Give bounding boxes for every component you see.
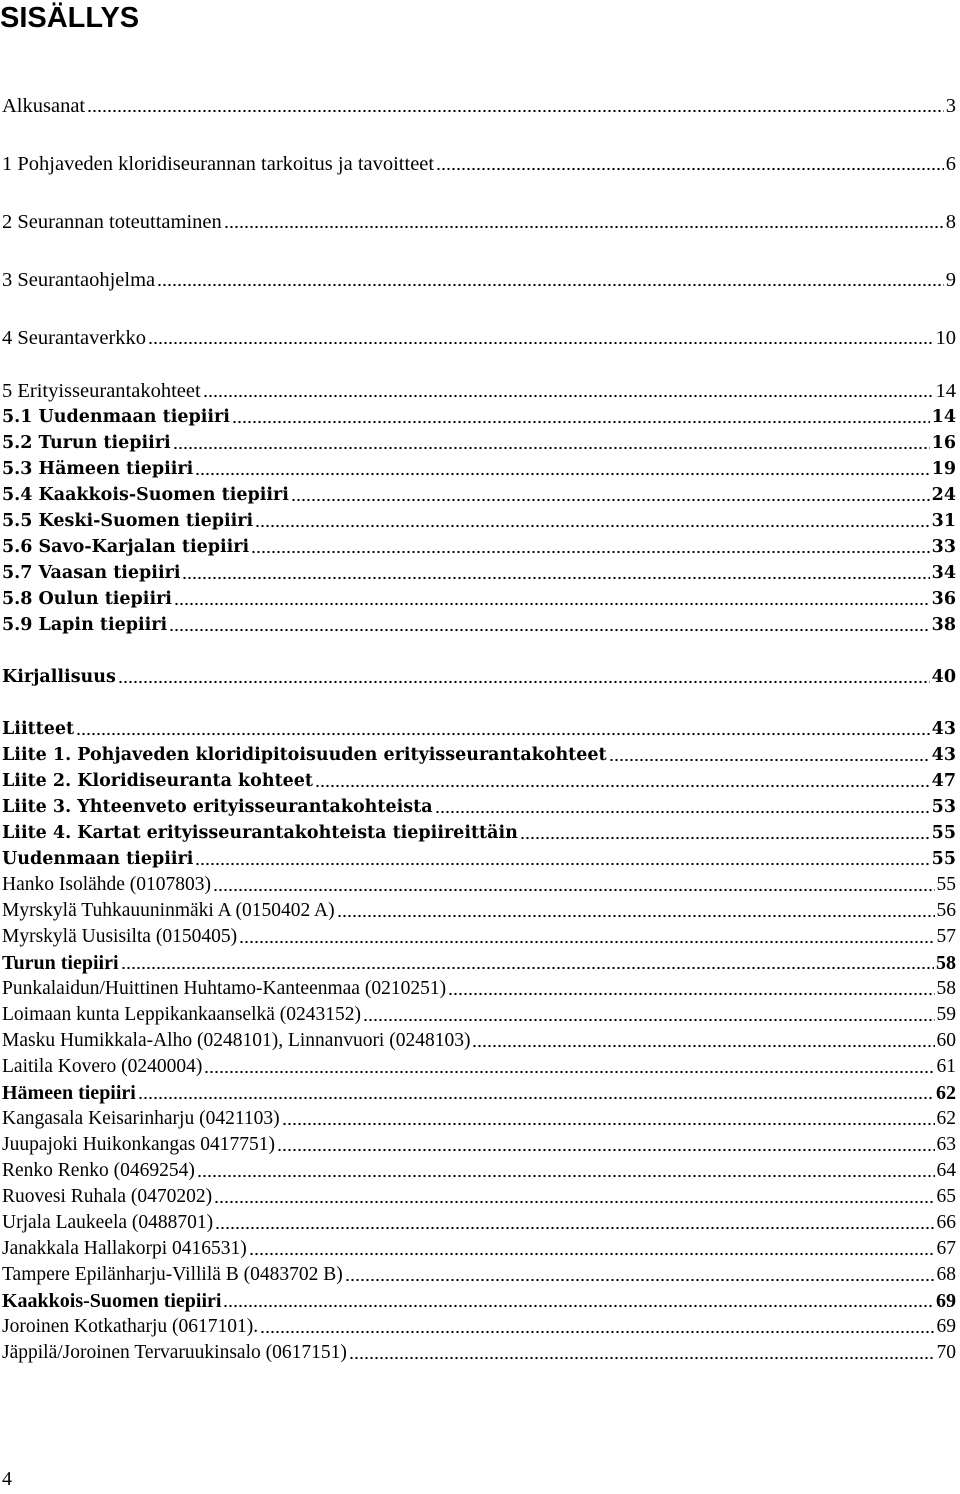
toc-entry-page: 64 — [936, 1160, 956, 1181]
toc-entry-page: 55 — [931, 849, 956, 869]
toc-entry[interactable] — [2, 482, 956, 508]
toc-entry-page: 6 — [945, 153, 956, 175]
toc-entry-page: 53 — [931, 797, 956, 817]
toc-entry-label: 3 Seurantaohjelma — [2, 269, 156, 291]
toc-entry-page: 24 — [931, 485, 956, 505]
dot-leader — [255, 524, 929, 528]
toc-entry-label: Kaakkois-Suomen tiepiiri — [2, 1290, 222, 1312]
toc-entry-page: 69 — [936, 1290, 956, 1312]
dot-leader — [435, 810, 930, 814]
toc-entry[interactable] — [2, 794, 956, 820]
dot-leader — [148, 341, 933, 345]
dot-leader — [239, 940, 934, 944]
toc-entry[interactable] — [2, 1106, 956, 1132]
toc-entry-page: 40 — [931, 667, 956, 687]
dot-leader — [349, 1356, 935, 1360]
dot-leader — [520, 836, 930, 840]
toc-entry[interactable] — [2, 1132, 956, 1158]
toc-entry-page: 38 — [931, 615, 956, 635]
toc-entry-label: Renko Renko (0469254) — [2, 1160, 195, 1181]
dot-leader — [249, 1252, 935, 1256]
toc-entry-page: 67 — [936, 1238, 956, 1259]
dot-leader — [213, 888, 934, 892]
toc-entry-page: 70 — [936, 1342, 956, 1363]
toc-entry[interactable] — [2, 560, 956, 586]
toc-entry-page: 66 — [936, 1212, 956, 1233]
toc-entry-label: 5.9 Lapin tiepiiri — [2, 615, 168, 635]
toc-entry-page: 10 — [935, 327, 956, 349]
toc-entry-label: Liitteet — [2, 719, 75, 739]
toc-entry-page: 58 — [936, 978, 956, 999]
toc-entry-label: 5.2 Turun tiepiiri — [2, 433, 171, 453]
toc-entry-page: 62 — [936, 1108, 956, 1129]
toc-entry[interactable] — [2, 716, 956, 742]
dot-leader — [173, 446, 930, 450]
toc-entry-label: 2 Seurannan toteuttaminen — [2, 211, 222, 233]
toc-entry[interactable] — [2, 1028, 956, 1054]
toc-entry[interactable] — [2, 586, 956, 612]
dot-leader — [76, 732, 930, 736]
toc-entry-page: 3 — [945, 95, 956, 117]
toc-entry-page: 31 — [931, 511, 956, 531]
toc-entry-label: 5.6 Savo-Karjalan tiepiiri — [2, 537, 250, 557]
toc-entry[interactable] — [2, 508, 956, 534]
dot-leader — [118, 680, 930, 684]
dot-leader — [195, 862, 929, 866]
toc-entry[interactable] — [2, 1054, 956, 1080]
toc-entry-label: 4 Seurantaverkko — [2, 327, 147, 349]
page-title: SISÄLLYS — [0, 2, 140, 34]
toc-entry[interactable] — [2, 872, 956, 898]
dot-leader — [157, 283, 944, 287]
dot-leader — [291, 498, 930, 502]
dot-leader — [448, 992, 934, 996]
toc-entry-page: 56 — [936, 900, 956, 921]
dot-leader — [87, 109, 944, 113]
toc-entry[interactable] — [2, 976, 956, 1002]
dot-leader — [363, 1018, 934, 1022]
toc-entry[interactable] — [2, 898, 956, 924]
dot-leader — [436, 167, 944, 171]
dot-leader — [214, 1200, 934, 1204]
toc-entry[interactable] — [2, 456, 956, 482]
toc-entry[interactable] — [2, 209, 956, 235]
toc-entry-label: Urjala Laukeela (0488701) — [2, 1212, 214, 1233]
toc-entry[interactable] — [2, 151, 956, 177]
dot-leader — [472, 1044, 934, 1048]
toc-entry-page: 8 — [945, 211, 956, 233]
dot-leader — [121, 966, 934, 970]
toc-entry[interactable] — [2, 325, 956, 351]
toc-entry[interactable] — [2, 1340, 956, 1366]
dot-leader — [282, 1122, 935, 1126]
toc-entry[interactable] — [2, 1210, 956, 1236]
toc-entry-page: 9 — [945, 269, 956, 291]
toc-entry-label: Ruovesi Ruhala (0470202) — [2, 1186, 213, 1207]
toc-entry-label: Masku Humikkala-Alho (0248101), Linnanvuori (0248103) — [2, 1030, 471, 1051]
toc-entry[interactable] — [2, 1184, 956, 1210]
dot-leader — [337, 914, 935, 918]
toc-entry-page: 14 — [935, 380, 956, 402]
toc-entry[interactable] — [2, 404, 956, 430]
toc-entry-page: 55 — [936, 874, 956, 895]
toc-entry-page: 69 — [936, 1316, 956, 1337]
toc-entry-label: 5.1 Uudenmaan tiepiiri — [2, 407, 230, 427]
dot-leader — [215, 1226, 934, 1230]
toc-entry-label: Jäppilä/Joroinen Tervaruukinsalo (0617151) — [2, 1342, 347, 1363]
toc-entry-page: 43 — [931, 745, 956, 765]
dot-leader — [174, 602, 930, 606]
toc-entry-page: 65 — [936, 1186, 956, 1207]
toc-entry[interactable] — [2, 1288, 956, 1314]
toc-entry-page: 43 — [931, 719, 956, 739]
toc-entry-label: Kirjallisuus — [2, 667, 116, 687]
toc-entry[interactable] — [2, 378, 956, 404]
toc-entry-page: 57 — [936, 926, 956, 947]
toc-entry-label: Punkalaidun/Huittinen Huhtamo-Kanteenmaa (0210251) — [2, 978, 447, 999]
toc-entry[interactable] — [2, 267, 956, 293]
toc-entry-label: Hämeen tiepiiri — [2, 1082, 136, 1104]
toc-entry-page: 33 — [931, 537, 956, 557]
dot-leader — [232, 420, 930, 424]
toc-entry-label: 5 Erityisseurantakohteet — [2, 380, 201, 402]
page-number: 4 — [2, 1468, 12, 1490]
toc-entry[interactable] — [2, 612, 956, 638]
toc-entry-label: Janakkala Hallakorpi 0416531) — [2, 1238, 247, 1259]
dot-leader — [195, 472, 929, 476]
dot-leader — [277, 1148, 935, 1152]
toc-entry-label: Joroinen Kotkatharju (0617101). — [2, 1316, 259, 1337]
toc-entry-label: Uudenmaan tiepiiri — [2, 849, 194, 869]
toc-entry-label: Liite 1. Pohjaveden kloridipitoisuuden erityisseurantakohteet — [2, 745, 607, 765]
toc-entry-page: 55 — [931, 823, 956, 843]
toc-entry[interactable] — [2, 664, 956, 690]
toc-entry-label: Juupajoki Huikonkangas 0417751) — [2, 1134, 275, 1155]
toc-entry-page: 34 — [931, 563, 956, 583]
dot-leader — [223, 1304, 934, 1308]
toc-entry-label: Liite 2. Kloridiseuranta kohteet — [2, 771, 314, 791]
toc-entry[interactable] — [2, 742, 956, 768]
toc-entry-page: 14 — [931, 407, 956, 427]
toc-entry-label: 5.3 Hämeen tiepiiri — [2, 459, 194, 479]
toc-entry-label: Alkusanat — [2, 95, 86, 117]
dot-leader — [204, 1070, 934, 1074]
toc-entry-page: 47 — [931, 771, 956, 791]
toc-entry[interactable] — [2, 1314, 956, 1340]
toc-entry-label: 5.8 Oulun tiepiiri — [2, 589, 172, 609]
toc-entry-label: Kangasala Keisarinharju (0421103) — [2, 1108, 280, 1129]
toc-entry-label: Laitila Kovero (0240004) — [2, 1056, 203, 1077]
toc-entry-label: Liite 4. Kartat erityisseurantakohteista tiepiireittäin — [2, 823, 518, 843]
dot-leader — [260, 1330, 934, 1334]
toc-entry[interactable] — [2, 1158, 956, 1184]
toc-entry[interactable] — [2, 950, 956, 976]
dot-leader — [315, 784, 930, 788]
toc-entry-page: 68 — [936, 1264, 956, 1285]
toc-entry-page: 59 — [936, 1004, 956, 1025]
toc-entry-label: 1 Pohjaveden kloridiseurannan tarkoitus ja tavoitteet — [2, 153, 435, 175]
toc-entry-page: 61 — [936, 1056, 956, 1077]
dot-leader — [197, 1174, 935, 1178]
toc-entry-label: 5.5 Keski-Suomen tiepiiri — [2, 511, 254, 531]
toc-entry-page: 58 — [936, 952, 956, 974]
toc-entry[interactable] — [2, 768, 956, 794]
toc-entry-page: 16 — [931, 433, 956, 453]
dot-leader — [182, 576, 929, 580]
toc-entry-label: Tampere Epilänharju-Villilä B (0483702 B) — [2, 1264, 343, 1285]
toc-entry-page: 63 — [936, 1134, 956, 1155]
toc-entry[interactable] — [2, 534, 956, 560]
toc-entry-label: Myrskylä Uusisilta (0150405) — [2, 926, 238, 947]
toc-entry-label: 5.4 Kaakkois-Suomen tiepiiri — [2, 485, 289, 505]
toc-entry[interactable] — [2, 1002, 956, 1028]
toc-entry[interactable] — [2, 430, 956, 456]
dot-leader — [609, 758, 930, 762]
toc-entry-page: 62 — [936, 1082, 956, 1104]
dot-leader — [169, 628, 929, 632]
toc-entry[interactable] — [2, 924, 956, 950]
dot-leader — [224, 225, 944, 229]
toc-entry-label: 5.7 Vaasan tiepiiri — [2, 563, 181, 583]
toc-entry[interactable] — [2, 1262, 956, 1288]
dot-leader — [203, 394, 934, 398]
toc-entry[interactable] — [2, 1080, 956, 1106]
toc-entry[interactable] — [2, 846, 956, 872]
dot-leader — [251, 550, 930, 554]
toc-entry[interactable] — [2, 820, 956, 846]
toc-entry-label: Myrskylä Tuhkauuninmäki A (0150402 A) — [2, 900, 335, 921]
toc-entry-page: 36 — [931, 589, 956, 609]
toc-entry-label: Hanko Isolähde (0107803) — [2, 874, 212, 895]
toc-entry-label: Loimaan kunta Leppikankaanselkä (0243152) — [2, 1004, 362, 1025]
dot-leader — [345, 1278, 935, 1282]
dot-leader — [138, 1096, 934, 1100]
toc-entry[interactable] — [2, 1236, 956, 1262]
toc-entry-label: Liite 3. Yhteenveto erityisseurantakohteista — [2, 797, 433, 817]
toc-entry-page: 19 — [931, 459, 956, 479]
toc-entry-label: Turun tiepiiri — [2, 952, 119, 974]
toc-entry-page: 60 — [936, 1030, 956, 1051]
toc-entry[interactable] — [2, 93, 956, 119]
